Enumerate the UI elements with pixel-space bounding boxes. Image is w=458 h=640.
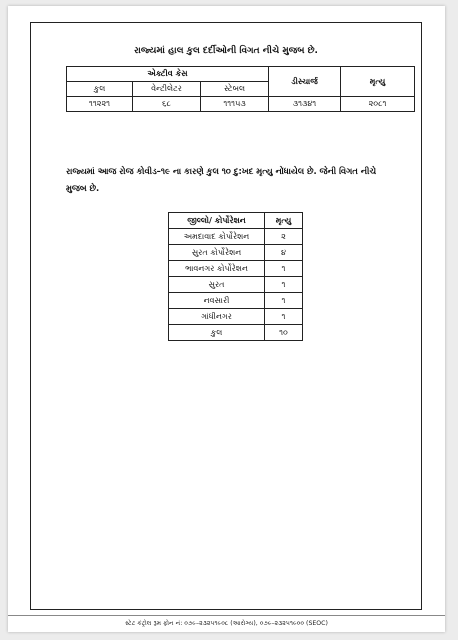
district-name: નવસારી bbox=[169, 293, 265, 309]
table-row bbox=[67, 97, 415, 112]
district-deaths: ૧ bbox=[265, 309, 303, 325]
discharge-header: ડીસ્ચાર્જ bbox=[269, 67, 341, 97]
document-page bbox=[8, 6, 445, 632]
district-deaths: ૨ bbox=[265, 229, 303, 245]
column-header-stable: સ્ટેબલ bbox=[201, 82, 269, 97]
table-row bbox=[169, 293, 303, 309]
total-label: કુલ bbox=[169, 325, 265, 341]
stable-value: ૧૧૧૫૩ bbox=[201, 97, 269, 112]
ventilator-value: ૬૮ bbox=[133, 97, 201, 112]
footer-contact: સ્ટેટ કંટ્રોલ રૂમ ફોન નં: ૦૭૯–૨૩૨૫૧૯૦૮ (આરોગ્ય), ૦૭૯–૨૩૨૫૧૯૦૦ (SEOC) bbox=[125, 620, 328, 627]
column-header-total: કુલ bbox=[67, 82, 133, 97]
page-heading: રાજ્યમાં હાલ કુલ દર્દીઓની વિગત નીચે મુજબ છે. bbox=[134, 46, 318, 56]
table-total-row bbox=[169, 325, 303, 341]
district-column-header: જીલ્લો/ કોર્પોરેશન bbox=[169, 213, 265, 229]
total-deaths: ૧૦ bbox=[265, 325, 303, 341]
page-border bbox=[30, 22, 422, 610]
district-name: ભાવનગર કોર્પોરેશન bbox=[169, 261, 265, 277]
district-name: સુરત કોર્પોરેશન bbox=[169, 245, 265, 261]
deaths-column-header: મૃત્યુ bbox=[265, 213, 303, 229]
district-deaths-table bbox=[168, 212, 303, 341]
district-name: અમદાવાદ કોર્પોરેશન bbox=[169, 229, 265, 245]
district-deaths: ૧ bbox=[265, 277, 303, 293]
deaths-value: ૨૦૮૧ bbox=[341, 97, 415, 112]
table-row bbox=[169, 261, 303, 277]
district-name: ગાંધીનગર bbox=[169, 309, 265, 325]
district-deaths: ૧ bbox=[265, 261, 303, 277]
table-row bbox=[169, 229, 303, 245]
district-deaths: ૧ bbox=[265, 293, 303, 309]
table-row bbox=[169, 245, 303, 261]
table-header-row bbox=[169, 213, 303, 229]
discharged-value: ૩૧૩૪૧ bbox=[269, 97, 341, 112]
patient-status-table bbox=[66, 66, 415, 112]
active-total-value: ૧૧૨૨૧ bbox=[67, 97, 133, 112]
table-row bbox=[67, 67, 415, 82]
active-cases-header: એક્ટીવ કેસ bbox=[67, 67, 269, 82]
district-name: સુરત bbox=[169, 277, 265, 293]
deaths-note: રાજ્યમાં આજ રોજ કોવીડ–૧૯ ના કારણે કુલ ૧૦ દુ:ખદ મૃત્યુ નોંધાયેલ છે. જેની વિગત નીચે મુજબ છે. bbox=[66, 166, 377, 193]
death-header: મૃત્યુ bbox=[341, 67, 415, 97]
district-deaths: ૪ bbox=[265, 245, 303, 261]
table-row bbox=[169, 309, 303, 325]
column-header-ventilator: વેન્ટીલેટર bbox=[133, 82, 201, 97]
table-row bbox=[169, 277, 303, 293]
footer-divider bbox=[8, 615, 445, 616]
